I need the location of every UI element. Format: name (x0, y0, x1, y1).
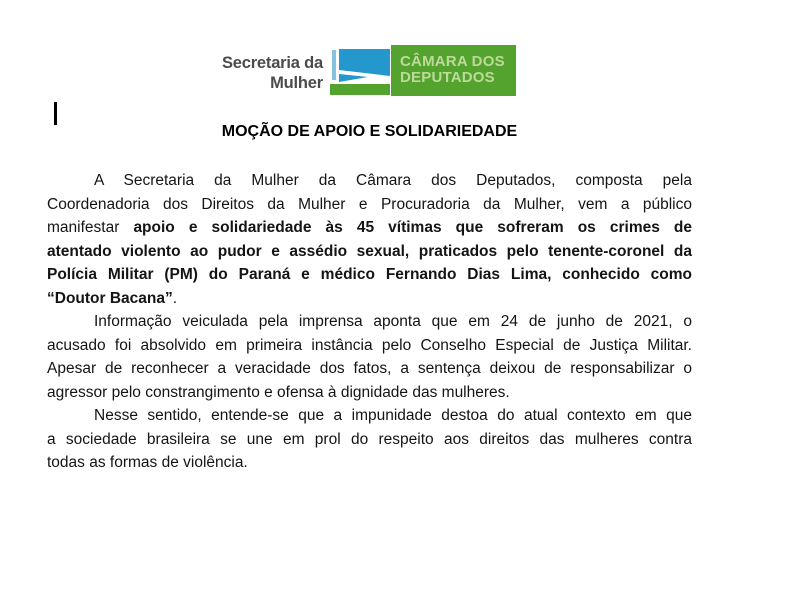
text-run: acusado foi absolvido em primeira instância pelo Conselho Especial de Justiça Militar. (47, 336, 692, 354)
document-line[interactable] (47, 240, 692, 264)
secretaria-logo-line1: Secretaria da (221, 54, 323, 72)
secretaria-da-mulher-logo-text (209, 54, 323, 93)
camara-deputados-logo-text (391, 45, 516, 96)
document-line[interactable] (47, 428, 692, 452)
document-line[interactable] (47, 334, 692, 358)
document-line[interactable] (47, 216, 692, 240)
document-line[interactable] (47, 263, 692, 287)
document-line[interactable] (47, 357, 692, 381)
text-run: Polícia Militar (PM) do Paraná e médico Fernando Dias Lima, conhecido como (47, 266, 692, 283)
text-run: agressor pelo constrangimento e ofensa à dignidade das mulheres. (47, 383, 510, 401)
text-run: apoio e solidariedade às 45 vítimas que sofreram os crimes de (133, 219, 692, 236)
header-logo[interactable] (209, 45, 516, 96)
text-run: A Secretaria da Mulher da Câmara dos Deputados, composta pela (94, 172, 692, 189)
text-run: . (172, 289, 178, 307)
text-run: Informação veiculada pela imprensa aponta que em 24 de junho de 2021, o (94, 313, 692, 330)
document-line[interactable] (47, 381, 692, 405)
document-line[interactable] (47, 169, 692, 193)
document-body[interactable] (47, 169, 692, 475)
document-line[interactable] (47, 451, 692, 475)
document-title[interactable]: MOÇÃO DE APOIO E SOLIDARIEDADE (221, 123, 518, 140)
text-run: todas as formas de violência. (47, 454, 248, 471)
text-run: Apesar de reconhecer a veracidade dos fatos, a sentença deixou de responsabilizar o (47, 360, 692, 377)
text-run: Coordenadoria dos Direitos da Mulher e Procuradoria da Mulher, vem a público (47, 195, 692, 213)
camara-logo-line2: DEPUTADOS (400, 69, 495, 86)
text-run: atentado violento ao pudor e assédio sexual, praticados pelo tenente-coronel da (47, 242, 692, 260)
secretaria-logo-line2: Mulher (270, 73, 323, 92)
text-run: “Doutor Bacana” (47, 289, 173, 307)
document-line[interactable] (47, 310, 692, 334)
camara-logo-line1: CÂMARA DOS (400, 53, 505, 70)
text-run: manifestar (47, 219, 134, 236)
document-line[interactable] (47, 404, 692, 428)
text-run: Nesse sentido, entende-se que a impunidade destoa do atual contexto em que (94, 407, 692, 424)
document-line[interactable] (47, 287, 692, 311)
text-run: a sociedade brasileira se une em prol do respeito aos direitos das mulheres contra (47, 430, 692, 448)
camara-flag-icon (330, 45, 390, 96)
document-line[interactable] (47, 193, 692, 217)
